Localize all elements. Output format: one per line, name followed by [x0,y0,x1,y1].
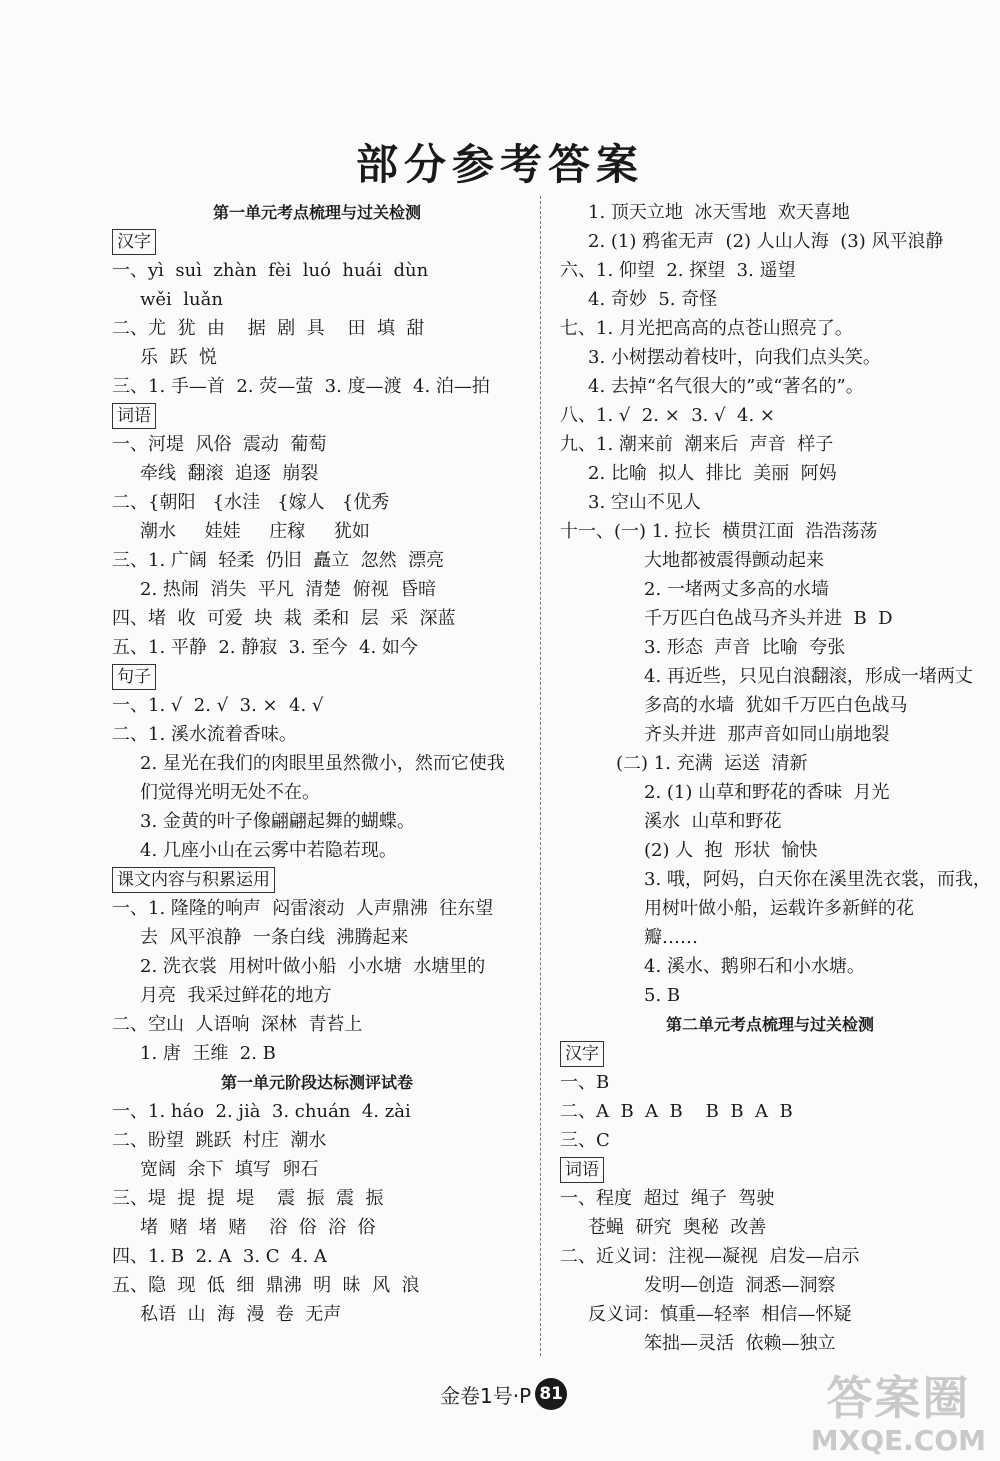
answer-line: 二、近义词：注视—凝视 启发—启示 [560,1246,860,1267]
answer-line: 反义词：慎重—轻率 相信—怀疑 [588,1304,852,1325]
section-heading: 第一单元考点梳理与过关检测 [212,203,421,222]
answer-line: 4. 几座小山在云雾中若隐若现。 [140,840,397,861]
answer-line: 们觉得光明无处不在。 [140,782,320,803]
answer-line: 六、1. 仰望 2. 探望 3. 遥望 [560,260,796,281]
answer-line: 5. B [644,985,681,1006]
category-label-row [112,401,522,430]
answer-line: 牵线 翻滚 追逐 崩裂 [140,463,319,484]
answer-line: 去 风平浪静 一条白线 沸腾起来 [140,927,409,948]
page-footer [440,1378,567,1410]
answer-line: 十一、(一) 1. 拉长 横贯江面 浩浩荡荡 [560,521,878,542]
category-label: 词语 [112,403,156,429]
answer-line: 瓣…… [644,927,698,948]
answer-line: 二、{朝阳 {水洼 {嫁人 {优秀 [112,492,390,513]
answer-line: 乐 跃 悦 [140,347,217,368]
answer-line: 多高的水墙 犹如千万匹白色战马 [644,695,908,716]
answer-line: 溪水 山草和野花 [644,811,782,832]
answer-line: 四、堵 收 可爱 块 栽 柔和 层 采 深蓝 [112,608,456,629]
right-column [560,198,991,1358]
category-label-row [560,1039,980,1068]
answer-line: 私语 山 海 漫 卷 无声 [140,1304,342,1325]
answer-line: 齐头并进 那声音如同山崩地裂 [644,724,890,745]
answer-line: 4. 去掉“名气很大的”或“著名的”。 [588,376,864,397]
watermark-url: MXQE.COM [810,1424,986,1457]
page-number: 81 [535,1378,567,1410]
answer-line: 三、1. 手—首 2. 荧—萤 3. 度—渡 4. 泊—拍 [112,376,490,397]
category-label: 汉字 [560,1041,604,1067]
answer-line: 一、yì suì zhàn fèi luó huái dùn [112,260,429,281]
answer-line: 4. 再近些，只见白浪翻滚，形成一堵两丈 [644,666,973,687]
left-column [112,198,522,1329]
answer-line: 三、1. 广阔 轻柔 仍旧 矗立 忽然 漂亮 [112,550,445,571]
answer-line: 九、1. 潮来前 潮来后 声音 样子 [560,434,834,455]
watermark [811,1362,986,1457]
section-heading: 第二单元考点梳理与过关检测 [665,1015,874,1034]
answer-line: 3. 哦，阿妈，白天你在溪里洗衣裳，而我， [644,869,991,890]
answer-line: (2) 人 抱 形状 愉快 [644,840,818,861]
answer-line: 千万匹白色战马齐头并进 B D [644,608,893,629]
answer-line: 3. 空山不见人 [588,492,701,513]
answer-line: 月亮 我采过鲜花的地方 [140,985,332,1006]
answer-line: 七、1. 月光把高高的点苍山照亮了。 [560,318,853,339]
answer-line: 2. (1) 鸦雀无声 (2) 人山人海 (3) 风平浪静 [588,231,944,252]
answer-line: 八、1. √ 2. × 3. √ 4. × [560,405,776,426]
answer-line: (二) 1. 充满 运送 清新 [616,753,808,774]
answer-line: 苍蝇 研究 奥秘 改善 [588,1217,767,1238]
answer-line: 二、盼望 跳跃 村庄 潮水 [112,1130,327,1151]
answer-line: 潮水 娃娃 庄稼 犹如 [140,521,370,542]
answer-line: 用树叶做小船，运载许多新鲜的花 [644,898,914,919]
answer-line: 2. 热闹 消失 平凡 清楚 俯视 昏暗 [140,579,437,600]
category-label-row [112,662,522,691]
answer-line: 二、空山 人语响 深林 青苔上 [112,1014,363,1035]
category-label: 汉字 [112,229,156,255]
watermark-title: 答案圈 [826,1371,971,1425]
answer-line: 2. 一堵两丈多高的水墙 [644,579,829,600]
answer-line: 1. 唐 王维 2. B [140,1043,276,1064]
answer-line: 1. 顶天立地 冰天雪地 欢天喜地 [588,202,850,223]
answer-line: wěi luǎn [140,289,223,310]
answer-line: 二、A B A B B B A B [560,1101,793,1122]
answer-line: 一、1. 隆隆的响声 闷雷滚动 人声鼎沸 往东望 [112,898,494,919]
answer-line: 2. 星光在我们的肉眼里虽然微小，然而它使我 [140,753,505,774]
answer-line: 一、河堤 风俗 震动 葡萄 [112,434,327,455]
answer-line: 2. (1) 山草和野花的香味 月光 [644,782,890,803]
answer-line: 二、尤 犹 由 据 剧 具 田 填 甜 [112,318,425,339]
answer-line: 3. 小树摆动着枝叶，向我们点头笑。 [588,347,881,368]
answer-line: 4. 溪水、鹅卵石和小水塘。 [644,956,865,977]
answer-line: 五、1. 平静 2. 静寂 3. 至今 4. 如今 [112,637,418,658]
page-title: 部分参考答案 [355,140,644,189]
answer-line: 三、堤 提 提 堤 震 振 震 振 [112,1188,384,1209]
answer-line: 一、程度 超过 绳子 驾驶 [560,1188,775,1209]
section-heading: 第一单元阶段达标测评试卷 [220,1073,413,1092]
category-label: 词语 [560,1157,604,1183]
answer-line: 3. 形态 声音 比喻 夸张 [644,637,846,658]
category-label: 句子 [112,664,156,690]
category-label: 课文内容与积累运用 [112,867,275,893]
answer-line: 2. 比喻 拟人 排比 美丽 阿妈 [588,463,837,484]
answer-line: 2. 洗衣裳 用树叶做小船 小水塘 水塘里的 [140,956,486,977]
answer-line: 四、1. B 2. A 3. C 4. A [112,1246,327,1267]
answer-line: 宽阔 余下 填写 卵石 [140,1159,319,1180]
answer-line: 一、1. √ 2. √ 3. × 4. √ [112,695,324,716]
answer-line: 一、B [560,1072,610,1093]
answer-line: 3. 金黄的叶子像翩翩起舞的蝴蝶。 [140,811,415,832]
category-label-row [112,227,522,256]
answer-line: 堵 赌 堵 赌 浴 俗 浴 俗 [140,1217,376,1238]
answer-line: 笨拙—灵活 依赖—独立 [644,1333,836,1354]
category-label-row [112,865,522,894]
answer-line: 4. 奇妙 5. 奇怪 [588,289,718,310]
answer-line: 二、1. 溪水流着香味。 [112,724,297,745]
answer-line: 五、隐 现 低 细 鼎沸 明 昧 风 浪 [112,1275,420,1296]
answer-line: 三、C [560,1130,610,1151]
category-label-row [560,1155,980,1184]
answer-line: 一、1. háo 2. jià 3. chuán 4. zài [112,1101,411,1122]
footer-label: 金卷1号·P [440,1383,532,1408]
answer-line: 发明—创造 洞悉—洞察 [644,1275,836,1296]
column-divider [540,196,541,1356]
answer-line: 大地都被震得颤动起来 [644,550,824,571]
